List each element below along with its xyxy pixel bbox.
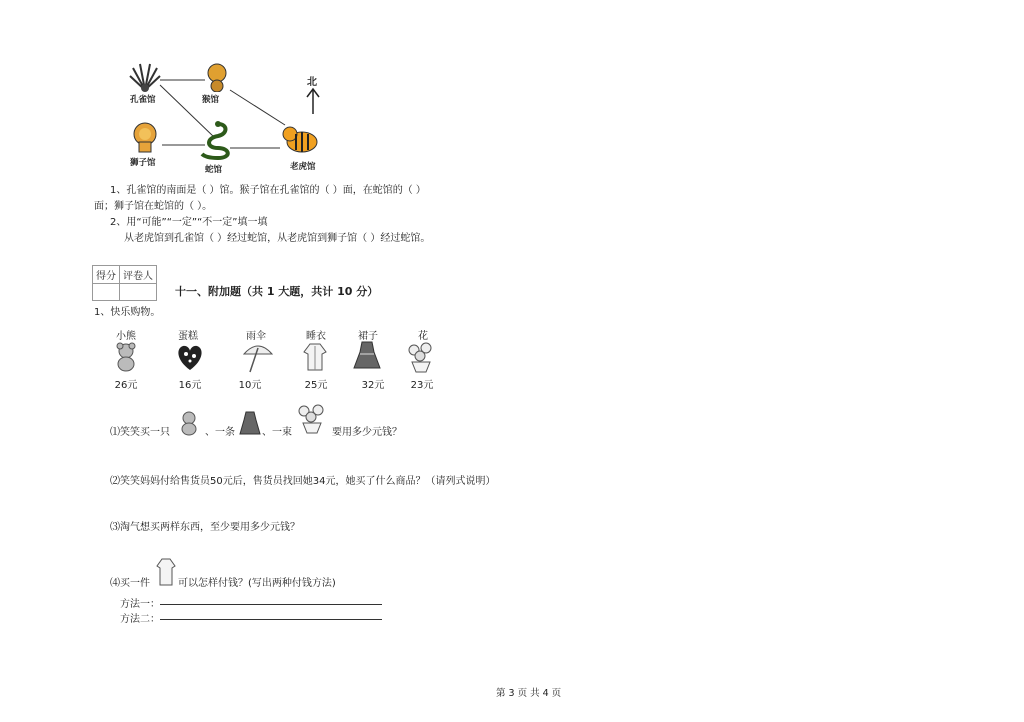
item-price-umbrella: 10元	[238, 380, 262, 391]
item-price-flower: 23元	[410, 380, 434, 391]
method1-label: 方法一：	[120, 599, 160, 610]
subq1-part-c: 、一束	[262, 427, 292, 438]
subq2: ⑵笑笑妈妈付给售货员50元后，售货员找回她34元，她买了什么商品？（请列式说明）	[110, 476, 496, 487]
monkey-icon	[202, 62, 232, 92]
subq3: ⑶淘气想买两样东西，至少要用多少元钱？	[110, 522, 300, 533]
label-peacock: 孔雀馆	[130, 95, 156, 105]
umbrella-icon	[240, 340, 276, 374]
method2-label: 方法二：	[120, 614, 160, 625]
peacock-icon	[128, 60, 162, 94]
subq4-part-b: 可以怎样付钱？(写出两种付钱方法)	[178, 578, 336, 589]
bear-icon	[177, 410, 201, 436]
label-monkey: 猴馆	[202, 95, 220, 105]
label-tiger: 老虎馆	[290, 162, 316, 172]
bear-icon	[112, 342, 140, 372]
q1-line1: 1、孔雀馆的南面是（ ）馆。猴子馆在孔雀馆的（ ）面，在蛇馆的（ ）	[110, 185, 426, 196]
snake-icon	[198, 120, 240, 162]
item-name-skirt: 裙子	[358, 331, 378, 342]
shopping-title: 1、快乐购物。	[94, 307, 161, 318]
flower-icon	[404, 340, 438, 374]
item-name-bear: 小熊	[116, 331, 136, 342]
score-cell-input[interactable]	[93, 284, 120, 301]
tiger-icon	[280, 122, 320, 158]
item-price-bear: 26元	[114, 380, 138, 391]
label-snake: 蛇馆	[205, 165, 223, 175]
flower-icon	[294, 402, 330, 434]
reviewer-cell-label: 评卷人	[120, 266, 157, 284]
item-price-pajamas: 25元	[304, 380, 328, 391]
item-name-cake: 蛋糕	[178, 331, 198, 342]
pajamas-icon	[302, 342, 328, 372]
q2-line1: 2、用“可能”“一定”“不一定”填一填	[110, 217, 268, 228]
pajamas-icon	[155, 557, 177, 587]
score-table	[92, 265, 157, 301]
item-name-flower: 花	[418, 331, 428, 342]
page-number: 第 3 页 共 4 页	[496, 688, 562, 699]
section-title: 十一、附加题（共 1 大题，共计 10 分）	[175, 285, 379, 298]
subq1-part-b: 、一条	[205, 427, 235, 438]
cake-icon	[174, 342, 206, 372]
reviewer-cell-input[interactable]	[120, 284, 157, 301]
q2-line2: 从老虎馆到孔雀馆（ ）经过蛇馆，从老虎馆到狮子馆（ ）经过蛇馆。	[124, 233, 431, 244]
label-lion: 狮子馆	[130, 158, 156, 168]
item-price-cake: 16元	[178, 380, 202, 391]
lion-icon	[130, 122, 160, 154]
method2-answer-line[interactable]	[160, 619, 382, 620]
method1-answer-line[interactable]	[160, 604, 382, 605]
label-north: 北	[307, 77, 317, 88]
item-name-umbrella: 雨伞	[246, 331, 266, 342]
subq4-part-a: ⑷买一件	[110, 578, 150, 589]
subq1-part-d: 要用多少元钱？	[332, 427, 402, 438]
item-name-pajamas: 睡衣	[306, 331, 326, 342]
subq1-part-a: ⑴笑笑买一只	[110, 427, 170, 438]
skirt-icon	[238, 410, 262, 436]
skirt-icon	[352, 340, 382, 372]
score-cell-label: 得分	[93, 266, 120, 284]
north-arrow-icon	[305, 86, 321, 116]
item-price-skirt: 32元	[361, 380, 385, 391]
q1-line2: 面；狮子馆在蛇馆的（ ）。	[94, 201, 213, 212]
